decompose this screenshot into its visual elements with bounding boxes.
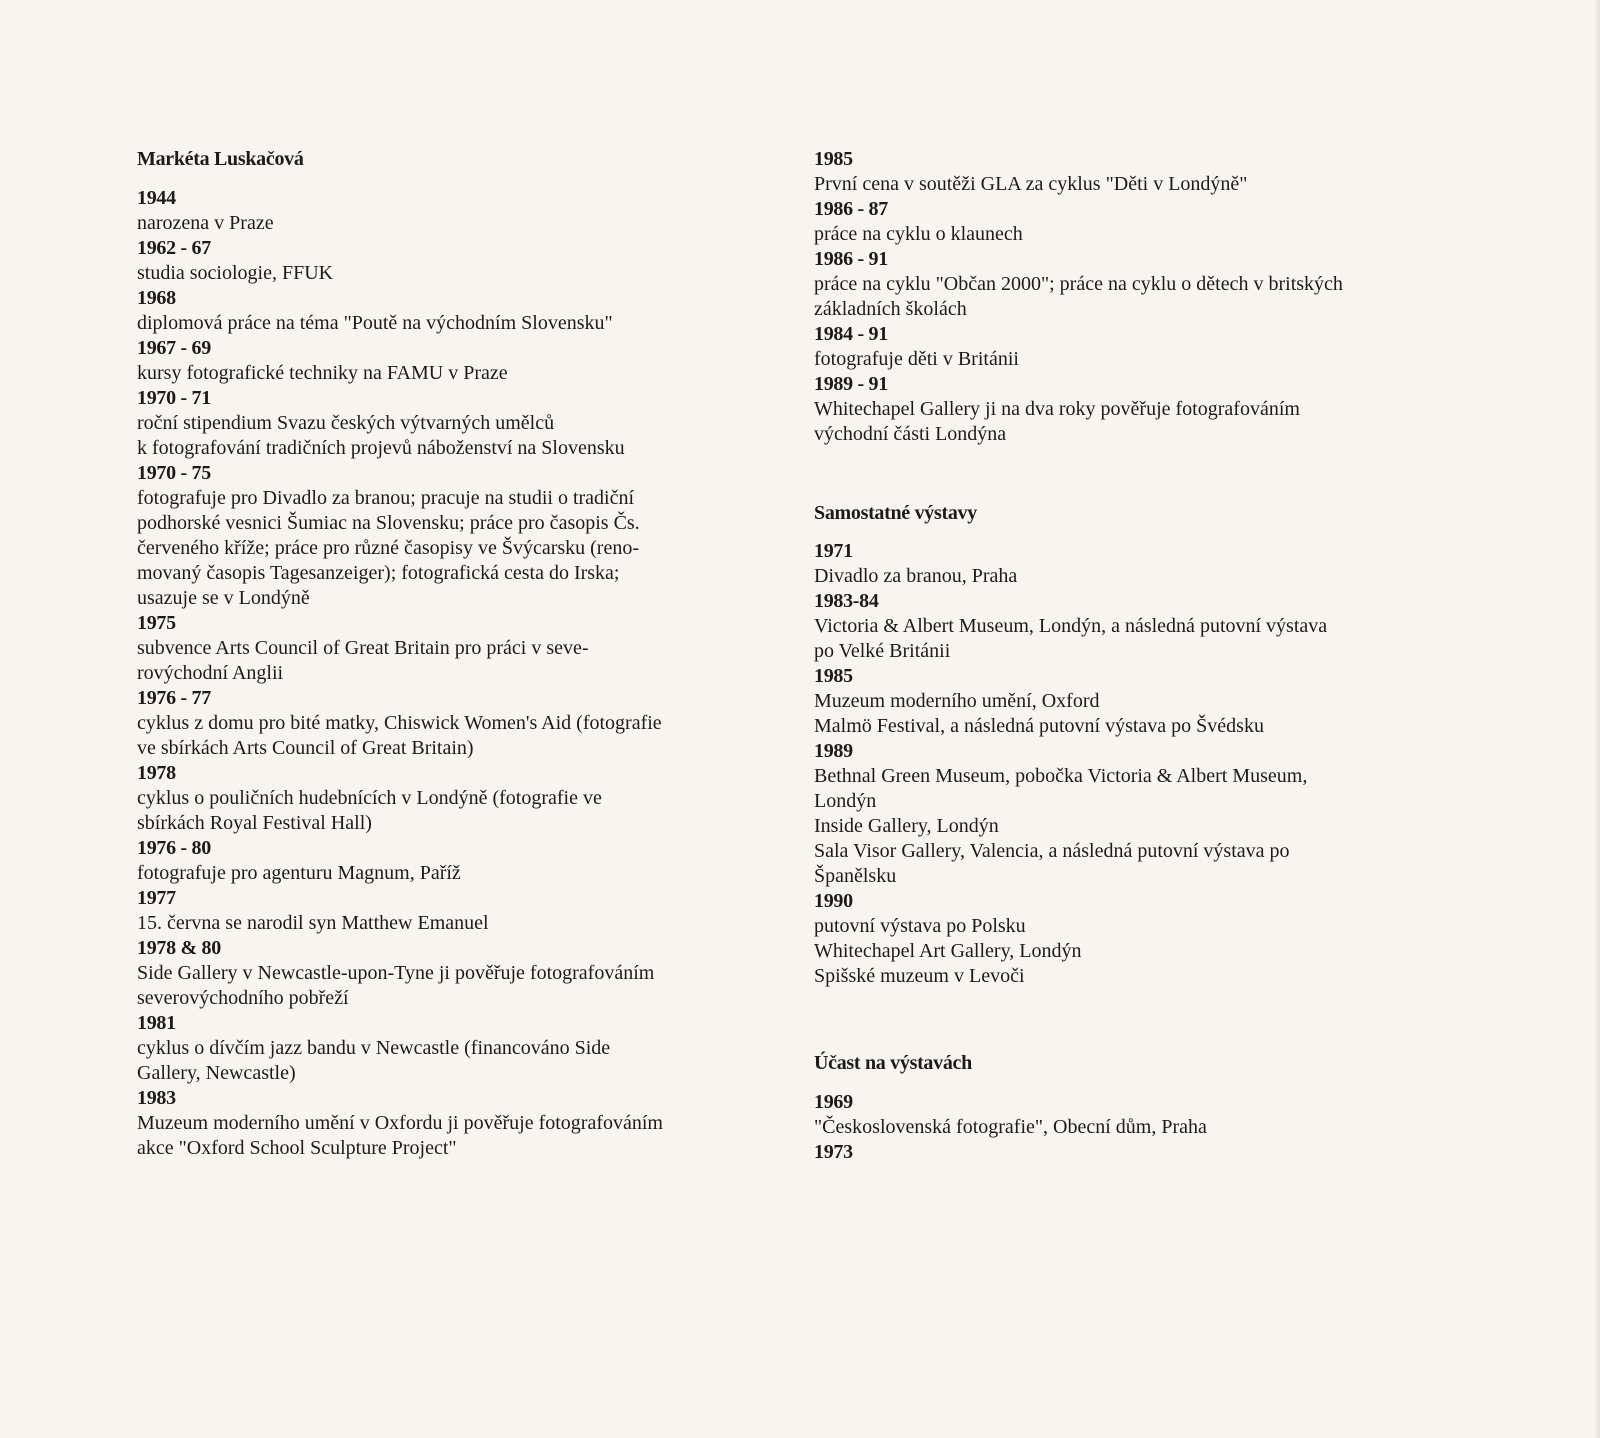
solo-entry-year: 1971 (814, 540, 853, 562)
bio-entry-text: cyklus z domu pro bité matky, Chiswick Women's Aid (fotografie (137, 712, 662, 734)
bio-entry-text: akce "Oxford School Sculpture Project" (137, 1137, 457, 1159)
bio-entry-year: 1984 - 91 (814, 323, 888, 345)
bio-entry-year: 1944 (137, 187, 176, 209)
bio-entry-text: fotografuje pro agenturu Magnum, Paříž (137, 862, 461, 884)
bio-entry-text: sbírkách Royal Festival Hall) (137, 812, 372, 834)
bio-entry-text: severovýchodního pobřeží (137, 987, 349, 1009)
bio-entry-year: 1981 (137, 1012, 176, 1034)
bio-entry-year: 1989 - 91 (814, 373, 888, 395)
group-entry-year: 1969 (814, 1091, 853, 1113)
bio-entry-year: 1985 (814, 148, 853, 170)
bio-entry-text: práce na cyklu o klaunech (814, 223, 1023, 245)
bio-entry-text: diplomová práce na téma "Poutě na východním Slovensku" (137, 312, 613, 334)
bio-entry-text: narozena v Praze (137, 212, 274, 234)
solo-entry-text: Muzeum moderního umění, Oxford (814, 690, 1100, 712)
bio-entry-year: 1977 (137, 887, 176, 909)
bio-entry-text: roční stipendium Svazu českých výtvarných umělců (137, 412, 555, 434)
bio-entry-year: 1976 - 80 (137, 837, 211, 859)
bio-entry-year: 1975 (137, 612, 176, 634)
bio-entry-text: rovýchodní Anglii (137, 662, 284, 684)
solo-entry-year: 1990 (814, 890, 853, 912)
solo-entry-text: Victoria & Albert Museum, Londýn, a následná putovní výstava (814, 615, 1328, 637)
bio-entry-text: movaný časopis Tagesanzeiger); fotografická cesta do Irska; (137, 562, 620, 584)
bio-entry-text: usazuje se v Londýně (137, 587, 310, 609)
bio-entry-text: Side Gallery v Newcastle-upon-Tyne ji pověřuje fotografováním (137, 962, 655, 984)
bio-entry-year: 1983 (137, 1087, 176, 1109)
bio-entry-year: 1986 - 87 (814, 198, 888, 220)
bio-entry-text: fotografuje děti v Británii (814, 348, 1019, 370)
bio-entry-text: kursy fotografické techniky na FAMU v Praze (137, 362, 508, 384)
bio-entry-year: 1970 - 75 (137, 462, 211, 484)
bio-entry-text: cyklus o pouličních hudebnících v Londýně (fotografie ve (137, 787, 602, 809)
bio-entry-year: 1962 - 67 (137, 237, 211, 259)
solo-entry-year: 1983-84 (814, 590, 879, 612)
bio-entry-text: červeného kříže; práce pro různé časopisy ve Švýcarsku (reno- (137, 537, 639, 559)
solo-entry-text: Sala Visor Gallery, Valencia, a následná putovní výstava po (814, 840, 1290, 862)
solo-entry-text: Londýn (814, 790, 877, 812)
bio-entry-text: První cena v soutěži GLA za cyklus "Děti v Londýně" (814, 173, 1248, 195)
author-name: Markéta Luskačová (137, 148, 304, 170)
solo-entry-year: 1989 (814, 740, 853, 762)
solo-entry-text: Inside Gallery, Londýn (814, 815, 999, 837)
bio-entry-text: Gallery, Newcastle) (137, 1062, 296, 1084)
bio-entry-year: 1976 - 77 (137, 687, 211, 709)
bio-entry-text: Whitechapel Gallery ji na dva roky pověřuje fotografováním (814, 398, 1300, 420)
bio-entry-text: východní části Londýna (814, 423, 1007, 445)
bio-entry-text: k fotografování tradičních projevů náboženství na Slovensku (137, 437, 625, 459)
solo-entry-text: po Velké Británii (814, 640, 951, 662)
bio-entry-year: 1970 - 71 (137, 387, 211, 409)
solo-entry-text: Malmö Festival, a následná putovní výstava po Švédsku (814, 715, 1264, 737)
solo-entry-text: putovní výstava po Polsku (814, 915, 1026, 937)
group-entry-text: "Československá fotografie", Obecní dům, Praha (814, 1116, 1207, 1138)
bio-entry-text: subvence Arts Council of Great Britain pro práci v seve- (137, 637, 589, 659)
bio-entry-text: podhorské vesnici Šumiac na Slovensku; práce pro časopis Čs. (137, 512, 640, 534)
solo-entry-text: Divadlo za branou, Praha (814, 565, 1018, 587)
solo-entry-text: Whitechapel Art Gallery, Londýn (814, 940, 1082, 962)
solo-entry-text: Spišské muzeum v Levoči (814, 965, 1025, 987)
solo-entry-text: Bethnal Green Museum, pobočka Victoria & Albert Museum, (814, 765, 1308, 787)
bio-entry-text: ve sbírkách Arts Council of Great Britain) (137, 737, 474, 759)
bio-entry-year: 1968 (137, 287, 176, 309)
bio-entry-text: fotografuje pro Divadlo za branou; pracuje na studii o tradiční (137, 487, 635, 509)
bio-entry-year: 1978 & 80 (137, 937, 221, 959)
bio-entry-text: Muzeum moderního umění v Oxfordu ji pověřuje fotografováním (137, 1112, 663, 1134)
section-title-group: Účast na výstavách (814, 1052, 972, 1074)
group-entry-year: 1973 (814, 1141, 853, 1163)
solo-entry-text: Španělsku (814, 865, 897, 887)
bio-entry-text: 15. června se narodil syn Matthew Emanuel (137, 912, 489, 934)
bio-entry-text: základních školách (814, 298, 967, 320)
bio-entry-text: cyklus o dívčím jazz bandu v Newcastle (financováno Side (137, 1037, 611, 1059)
page-edge (1594, 0, 1600, 1438)
bio-entry-year: 1986 - 91 (814, 248, 888, 270)
bio-entry-text: práce na cyklu "Občan 2000"; práce na cyklu o dětech v britských (814, 273, 1343, 295)
bio-entry-year: 1978 (137, 762, 176, 784)
bio-entry-year: 1967 - 69 (137, 337, 211, 359)
bio-entry-text: studia sociologie, FFUK (137, 262, 334, 284)
solo-entry-year: 1985 (814, 665, 853, 687)
section-title-solo: Samostatné výstavy (814, 502, 977, 524)
